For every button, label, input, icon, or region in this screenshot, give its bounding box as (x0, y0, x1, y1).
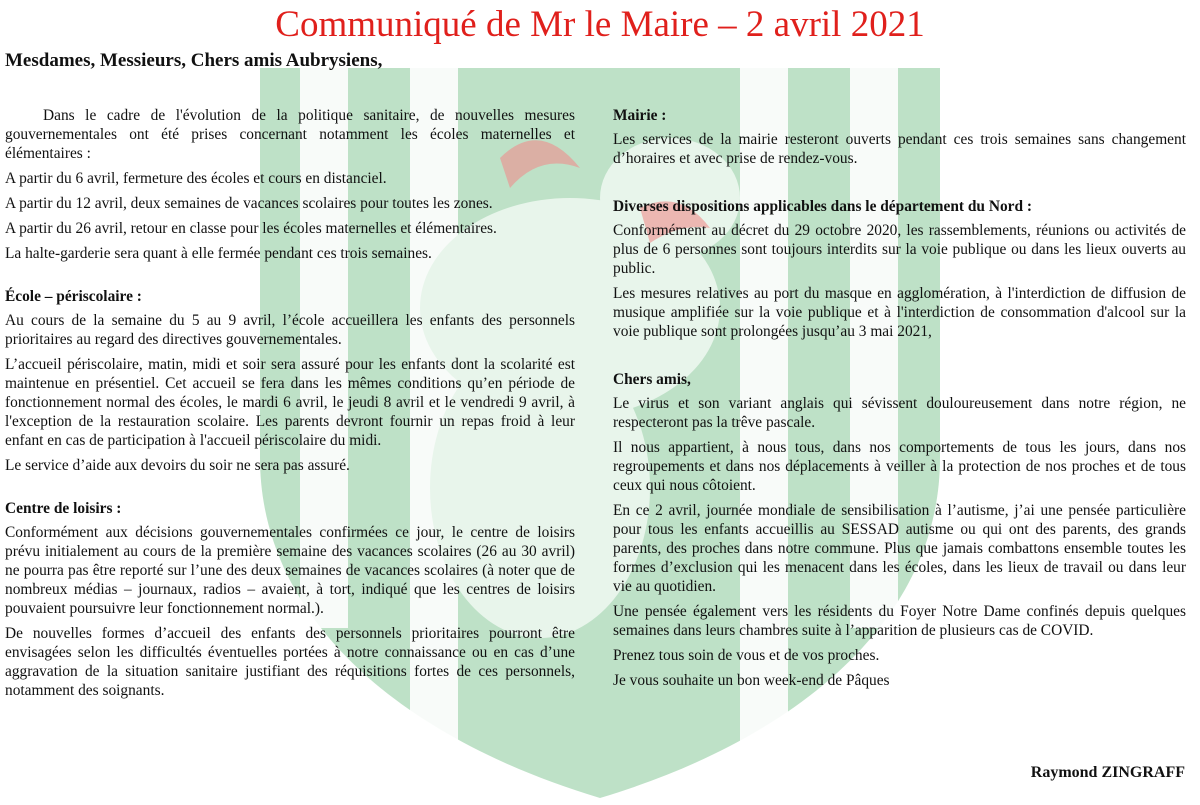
page-title: Communiqué de Mr le Maire – 2 avril 2021 (275, 4, 925, 45)
paragraph: Prenez tous soin de vous et de vos proches. (613, 647, 880, 664)
section-heading-loisirs: Centre de loisirs : (5, 500, 122, 517)
measure-line: A partir du 6 avril, fermeture des écoles et cours en distanciel. (5, 170, 387, 187)
intro-paragraph: Dans le cadre de l'évolution de la politique sanitaire, de nouvelles mesures gouvernementales ont été prises concernant notamment les écoles maternelles et élémentaires : (5, 107, 575, 162)
paragraph: Les mesures relatives au port du masque en agglomération, à l'interdiction de diffusion de musique amplifiée sur la voie publique et à l'interdiction de consommation d'alcool sur la voie publique sont prolongées jusqu’au 3 mai 2021, (613, 285, 1186, 340)
paragraph: Je vous souhaite un bon week-end de Pâques (613, 672, 890, 689)
paragraph: Les services de la mairie resteront ouverts pendant ces trois semaines sans changement d’horaires et avec prise de rendez-vous. (613, 131, 1186, 167)
right-column (613, 106, 1186, 696)
signature: Raymond ZINGRAFF (1030, 764, 1185, 781)
greeting: Mesdames, Messieurs, Chers amis Aubrysiens, (5, 50, 383, 71)
paragraph: Au cours de la semaine du 5 au 9 avril, l’école accueillera les enfants des personnels prioritaires au regard des directives gouvernementales. (5, 312, 575, 348)
measure-line: A partir du 26 avril, retour en classe pour les écoles maternelles et élémentaires. (5, 220, 497, 237)
section-heading-amis: Chers amis, (613, 371, 691, 388)
paragraph: En ce 2 avril, journée mondiale de sensibilisation à l’autisme, j’ai une pensée particulière pour tous les enfants accueillis au SESSAD autisme ou qui ont des parents, des grands parents, des proches dans notre commune. Plus que jamais combattons ensemble toutes les formes d’exclusion qui les menacent dans les écoles, dans les lieux de travail ou dans leur vie au quotidien. (613, 502, 1186, 595)
measure-line: A partir du 12 avril, deux semaines de vacances scolaires pour toutes les zones. (5, 195, 493, 212)
section-heading-ecole: École – périscolaire : (5, 288, 142, 305)
paragraph: Conformément au décret du 29 octobre 2020, les rassemblements, réunions ou activités de plus de 6 personnes sont toujours interdits sur la voie publique ou dans les lieux ouverts au public. (613, 222, 1186, 277)
paragraph: Le service d’aide aux devoirs du soir ne sera pas assuré. (5, 457, 350, 474)
left-column (5, 106, 575, 706)
paragraph: Il nous appartient, à nous tous, dans nos comportements de tous les jours, dans nos regroupements et dans nos déplacements à veiller à la protection de nos proches et de tous ceux qui nous côtoient. (613, 439, 1186, 494)
measure-line: La halte-garderie sera quant à elle fermée pendant ces trois semaines. (5, 245, 432, 262)
paragraph: Une pensée également vers les résidents du Foyer Notre Dame confinés depuis quelques semaines dans leurs chambres suite à l’apparition de plusieurs cas de COVID. (613, 603, 1186, 639)
paragraph: L’accueil périscolaire, matin, midi et soir sera assuré pour les enfants dont la scolarité est maintenue en présentiel. Cet accueil se fera dans les mêmes conditions qu’en période de fonctionnement normal des écoles, le mardi 6 avril, le jeudi 8 avril et le vendredi 9 avril, à l'exception de la restauration scolaire. Les parents devront fournir un repas froid à leur enfant en cas de participation à l'accueil périscolaire du midi. (5, 356, 575, 449)
paragraph: Conformément aux décisions gouvernementales confirmées ce jour, le centre de loisirs prévu initialement au cours de la première semaine des vacances scolaires (26 au 30 avril) ne pourra pas être reporté sur l’une des deux semaines de vacances scolaires (à noter que de nombreux médias – journaux, radios – avaient, à tort, indiqué que les centres de loisirs pouvaient poursuivre leur fonctionnement normal.). (5, 524, 575, 617)
paragraph: De nouvelles formes d’accueil des enfants des personnels prioritaires pourront être envisagées selon les difficultés éventuelles portées à notre connaissance ou en cas d’une aggravation de la situation sanitaire justifiant des réquisitions fortes de ces personnels, notamment des soignants. (5, 625, 575, 699)
section-heading-nord: Diverses dispositions applicables dans le département du Nord : (613, 198, 1033, 215)
section-heading-mairie: Mairie : (613, 107, 667, 124)
paragraph: Le virus et son variant anglais qui sévissent douloureusement dans notre région, ne respecteront pas la trêve pascale. (613, 395, 1186, 431)
